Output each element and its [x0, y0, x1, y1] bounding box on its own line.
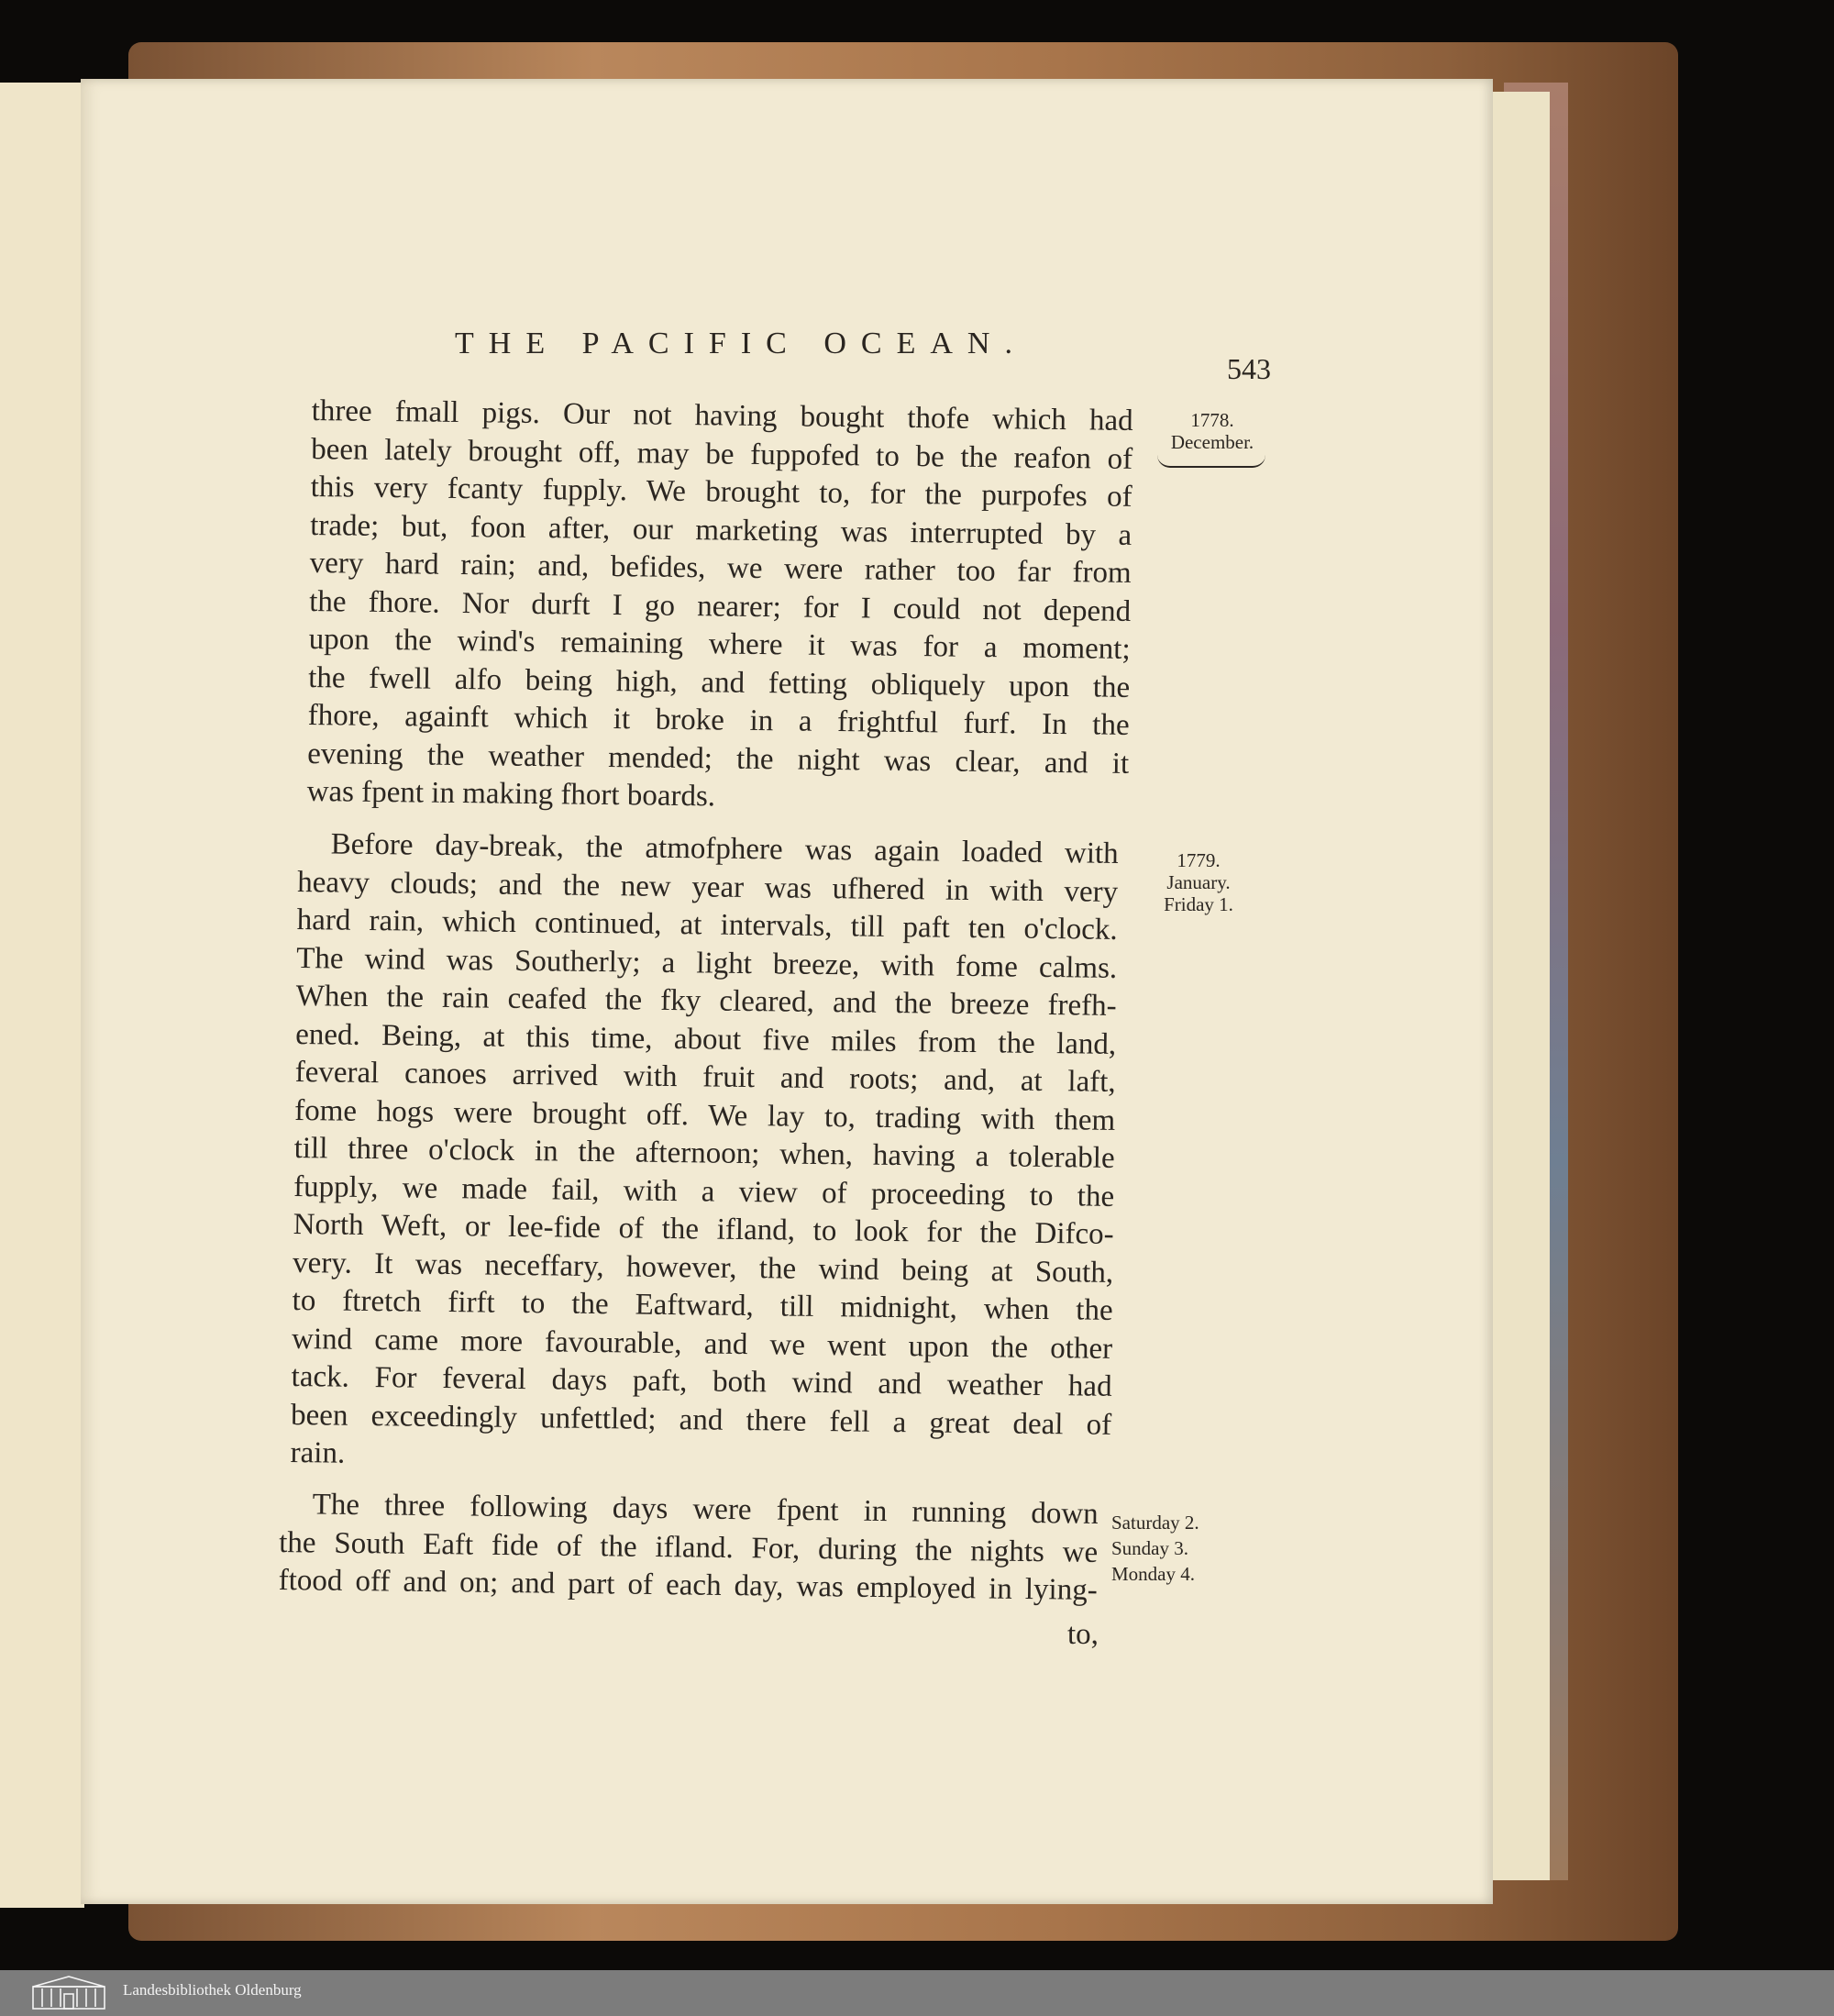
text-line: The wind was Southerly; a light breeze, with fome calms. — [296, 941, 1118, 985]
library-name: Landesbibliothek Oldenburg — [123, 1981, 302, 1999]
note-month: December. — [1170, 431, 1254, 453]
note-day: Sunday 3. — [1111, 1537, 1188, 1559]
text-line: When the rain ceafed the fky cleared, and the breeze frefh- — [295, 979, 1117, 1023]
text-line: heavy clouds; and the new year was ufhered in with very — [297, 865, 1119, 909]
text-line: to ftretch firft to the Eaftward, till midnight, when the — [292, 1283, 1113, 1327]
marginal-note-1778 — [1157, 409, 1267, 453]
brace-ornament — [1157, 455, 1265, 468]
text-line: The three following days were fpent in running down — [312, 1488, 1099, 1531]
text-line: Before day-break, the atmofphere was again loaded with — [330, 827, 1119, 870]
paragraph-1 — [306, 393, 1133, 821]
marginal-note-days — [1111, 1510, 1221, 1587]
text-line: three fmall pigs. Our not having bought thofe which had — [311, 393, 1133, 438]
text-line: ened. Being, at this time, about five miles from the land, — [295, 1017, 1117, 1061]
text-line: upon the wind's remaining where it was for a moment; — [308, 622, 1131, 666]
text-line: till three o'clock in the afternoon; when, having a tolerable — [293, 1131, 1115, 1175]
note-year: 1778. — [1190, 409, 1234, 431]
text-line: very hard rain; and, befides, we were rather too far from — [309, 546, 1132, 590]
text-line: wind came more favourable, and we went upon the other — [291, 1322, 1113, 1366]
library-building-icon — [26, 1974, 112, 2012]
text-line: been lately brought off, may be fuppofed to be the reafon of — [311, 432, 1133, 476]
paragraph-3 — [278, 1486, 1098, 1610]
page-number: 543 — [1227, 352, 1271, 385]
text-line: trade; but, foon after, our marketing was interrupted by a — [310, 508, 1132, 552]
text-line: tack. For feveral days paft, both wind and weather had — [291, 1359, 1112, 1403]
note-year: 1779. — [1177, 849, 1221, 871]
text-line: ftood off and on; and part of each day, was employed in lying- — [278, 1563, 1098, 1607]
left-page-edge — [0, 83, 84, 1908]
note-month: January. — [1166, 871, 1231, 893]
text-line: North Weft, or lee-fide of the ifland, to look for the Difco- — [293, 1207, 1114, 1251]
text-line: this very fcanty fupply. We brought to, for the purpofes of — [310, 470, 1132, 514]
text-line: very. It was neceffary, however, the wind being at South, — [292, 1246, 1114, 1290]
note-day: Monday 4. — [1111, 1563, 1195, 1585]
catchword: to, — [1067, 1618, 1099, 1651]
text-line: rain. — [290, 1435, 346, 1470]
text-line: feveral canoes arrived with fruit and roots; and, at laft, — [294, 1055, 1116, 1099]
text-line: hard rain, which continued, at intervals, till paft ten o'clock. — [296, 903, 1118, 947]
text-line: the South Eaft fide of the ifland. For, during the nights we — [279, 1525, 1099, 1569]
running-head: THE PACIFIC OCEAN. — [455, 327, 1027, 360]
text-line: fome hogs were brought off. We lay to, trading with them — [293, 1093, 1116, 1137]
text-line: fupply, we made fail, with a view of proceeding to the — [293, 1169, 1115, 1213]
text-line: was fpent in making fhort boards. — [306, 774, 716, 814]
note-day: Saturday 2. — [1111, 1512, 1199, 1534]
note-day: Friday 1. — [1164, 893, 1233, 915]
marginal-note-1779 — [1148, 849, 1249, 915]
paragraph-2 — [290, 825, 1119, 1482]
text-line: the fwell alfo being high, and fetting obliquely upon the — [307, 660, 1131, 704]
text-line: been exceedingly unfettled; and there fell a great deal of — [290, 1398, 1112, 1442]
text-line: fhore, againft which it broke in a frightful furf. In the — [307, 698, 1130, 742]
text-line: evening the weather mended; the night was clear, and it — [306, 737, 1130, 781]
text-line: the fhore. Nor durft I go nearer; for I could not depend — [309, 584, 1132, 628]
